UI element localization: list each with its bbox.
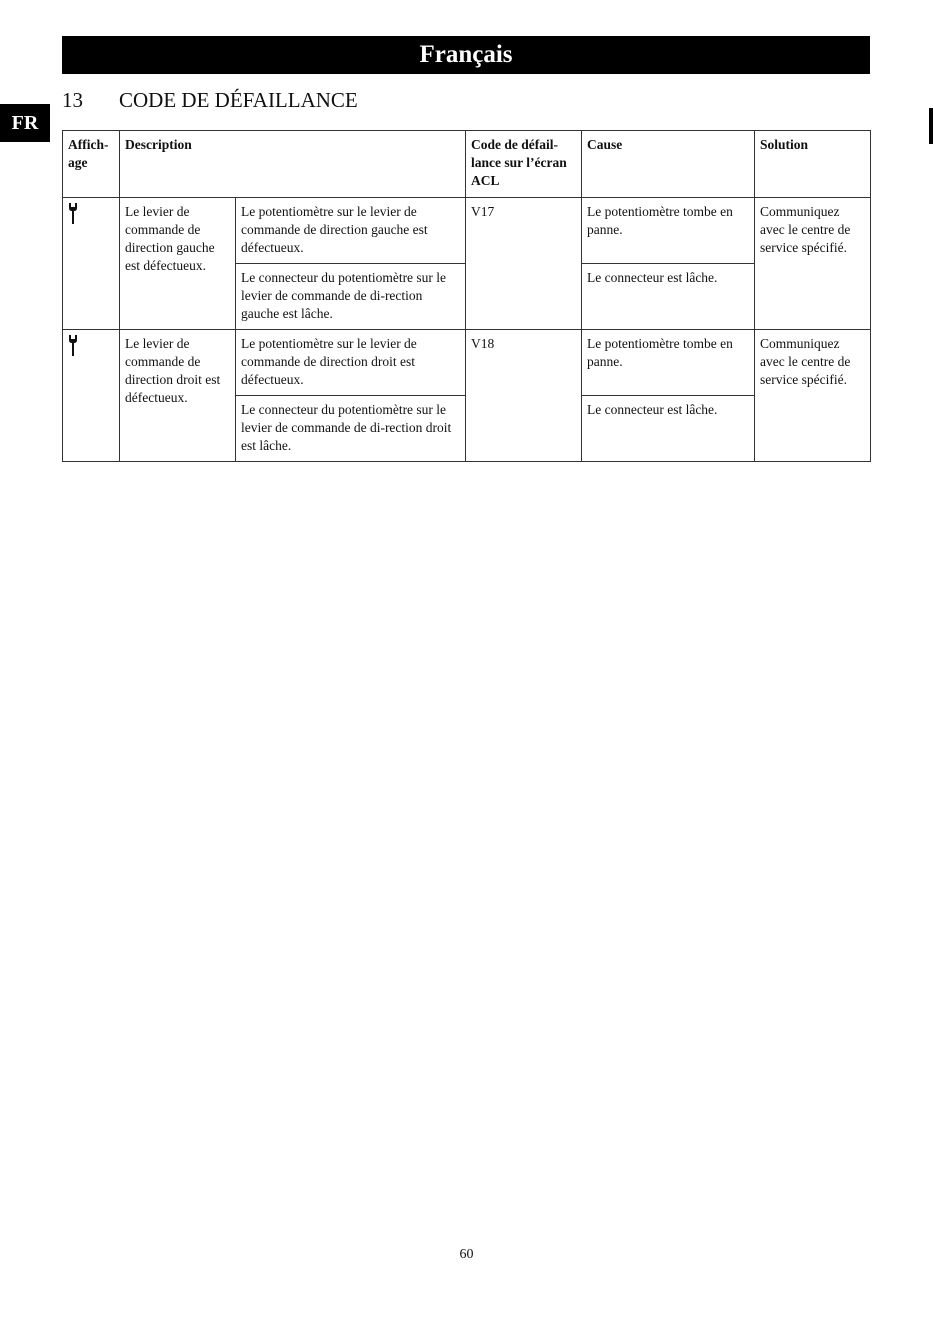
solution-cell: Communiquez avec le centre de service spécifié. — [755, 198, 871, 330]
component-cell: Le levier de commande de direction gauche est défectueux. — [120, 198, 236, 330]
header-description: Description — [120, 131, 466, 198]
fault-code-table — [62, 130, 871, 462]
section-title: CODE DE DÉFAILLANCE — [119, 88, 358, 112]
cause-cell: Le potentiomètre tombe en panne. — [582, 330, 755, 396]
edge-thumb-mark — [929, 108, 933, 144]
cause-cell: Le connecteur est lâche. — [582, 396, 755, 462]
fault-code-cell: V18 — [466, 330, 582, 462]
display-icon-cell — [63, 198, 120, 330]
component-cell: Le levier de commande de direction droit est défectueux. — [120, 330, 236, 462]
display-icon-cell — [63, 330, 120, 462]
description-cell: Le potentiomètre sur le levier de commande de direction gauche est défectueux. — [236, 198, 466, 264]
language-banner: Français — [62, 36, 870, 74]
wrench-icon — [68, 335, 78, 357]
solution-cell: Communiquez avec le centre de service spécifié. — [755, 330, 871, 462]
cause-cell: Le connecteur est lâche. — [582, 264, 755, 330]
header-cause: Cause — [582, 131, 755, 198]
table-row — [63, 330, 871, 396]
section-number: 13 — [62, 88, 83, 112]
table-row — [63, 198, 871, 264]
header-code: Code de défail-lance sur l’écran ACL — [466, 131, 582, 198]
language-side-tab: FR — [0, 104, 50, 142]
description-cell: Le connecteur du potentiomètre sur le levier de commande de di-rection gauche est lâche. — [236, 264, 466, 330]
page-number: 60 — [459, 1247, 474, 1262]
description-cell: Le connecteur du potentiomètre sur le levier de commande de di-rection droit est lâche. — [236, 396, 466, 462]
section-heading — [62, 88, 358, 113]
cause-cell: Le potentiomètre tombe en panne. — [582, 198, 755, 264]
header-solution: Solution — [755, 131, 871, 198]
wrench-icon — [68, 203, 78, 225]
table-header-row — [63, 131, 871, 198]
header-display: Affich-age — [63, 131, 120, 198]
fault-code-cell: V17 — [466, 198, 582, 330]
description-cell: Le potentiomètre sur le levier de commande de direction droit est défectueux. — [236, 330, 466, 396]
